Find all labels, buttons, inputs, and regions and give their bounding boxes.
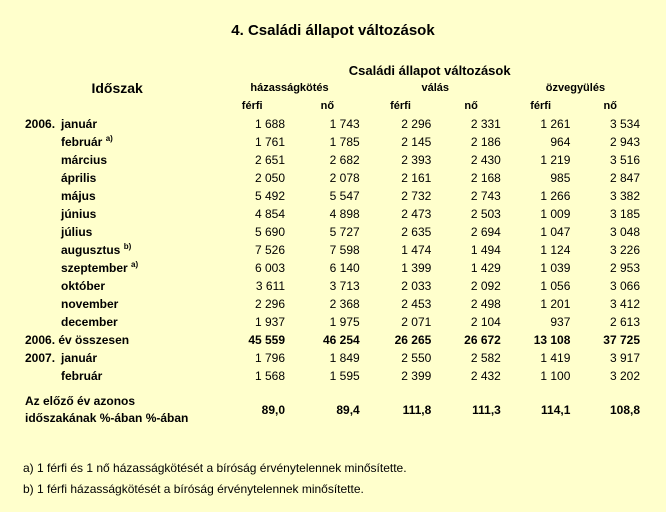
table-row <box>20 151 645 169</box>
female-header: nő <box>603 100 617 112</box>
table-cell: 2 550 <box>401 351 432 365</box>
year-label: 2007. <box>25 351 56 365</box>
marital-status-table <box>20 61 645 427</box>
month-label: október <box>61 279 106 293</box>
table-cell: 37 725 <box>603 333 640 347</box>
footnote-marker: a) <box>105 134 113 143</box>
page-title: 4. Családi állapot változások <box>231 22 435 39</box>
period-cell <box>20 115 214 133</box>
table-cell: 2 368 <box>329 297 360 311</box>
table-cell: 3 382 <box>609 189 640 203</box>
table-cell: 2 498 <box>470 297 501 311</box>
period-cell <box>20 259 214 277</box>
table-cell: 1 975 <box>329 315 360 329</box>
table-row <box>20 277 645 295</box>
footnote-a: a) 1 férfi és 1 nő házasságkötését a bíróság érvénytelennek minősítette. <box>23 461 407 475</box>
table-cell: 3 917 <box>609 351 640 365</box>
table-cell: 1 494 <box>470 243 501 257</box>
table-cell: 1 261 <box>540 117 571 131</box>
period-header: Időszak <box>91 80 143 96</box>
table-cell: 26 672 <box>464 333 501 347</box>
table-cell: 2 399 <box>401 369 432 383</box>
table-cell: 3 202 <box>609 369 640 383</box>
table-row <box>20 295 645 313</box>
table-cell: 114,1 <box>541 403 571 417</box>
female-header: nő <box>464 100 478 112</box>
table-cell: 2 613 <box>609 315 640 329</box>
table-cell: 7 526 <box>255 243 286 257</box>
period-cell <box>20 187 214 205</box>
table-cell: 2 453 <box>401 297 432 311</box>
table-cell: 1 595 <box>329 369 360 383</box>
table-cell: 937 <box>550 315 571 329</box>
table-cell: 13 108 <box>533 333 571 347</box>
table-cell: 2 503 <box>470 207 501 221</box>
table-row <box>20 205 645 223</box>
table-cell: 89,4 <box>336 403 360 417</box>
table-cell: 1 009 <box>540 207 571 221</box>
table-cell: 3 713 <box>329 279 360 293</box>
table-cell: 2 186 <box>470 135 501 149</box>
table-cell: 3 534 <box>609 117 640 131</box>
table-cell: 108,8 <box>609 403 640 417</box>
table-cell: 1 266 <box>540 189 571 203</box>
table-row <box>20 133 645 151</box>
table-cell: 2 078 <box>329 171 360 185</box>
table-cell: 2 847 <box>609 171 640 185</box>
table-row <box>20 313 645 331</box>
table-cell: 2 296 <box>255 297 286 311</box>
table-cell: 1 047 <box>540 225 571 239</box>
female-header: nő <box>320 100 335 112</box>
table-cell: 2 732 <box>401 189 432 203</box>
month-label: január <box>61 117 98 131</box>
table-cell: 2 694 <box>470 225 501 239</box>
month-label: január <box>61 351 98 365</box>
table-row <box>20 115 645 133</box>
month-label: november <box>61 297 119 311</box>
year-label: 2006. <box>25 117 56 131</box>
table-cell: 2 050 <box>255 171 286 185</box>
footnote-marker: a) <box>131 260 139 269</box>
table-cell: 1 201 <box>540 297 571 311</box>
table-row <box>20 187 645 205</box>
comparison-label-line2: időszakának %-ában %-ában <box>25 411 189 425</box>
table-cell: 5 492 <box>255 189 286 203</box>
male-header: férfi <box>530 100 551 112</box>
month-label: augusztus <box>61 243 121 257</box>
table-cell: 1 796 <box>255 351 286 365</box>
table-cell: 1 937 <box>255 315 286 329</box>
table-cell: 3 048 <box>609 225 640 239</box>
footnote-b: b) 1 férfi házasságkötését a bíróság érvénytelennek minősítette. <box>23 482 364 496</box>
table-cell: 2 682 <box>329 153 360 167</box>
table-row <box>20 349 645 367</box>
table-cell: 1 849 <box>329 351 360 365</box>
table-cell: 1 219 <box>540 153 571 167</box>
month-label: június <box>61 207 97 221</box>
table-cell: 1 419 <box>540 351 571 365</box>
month-label: május <box>61 189 96 203</box>
table-cell: 2 168 <box>470 171 501 185</box>
table-cell: 2 651 <box>255 153 286 167</box>
table-cell: 1 039 <box>540 261 571 275</box>
table-cell: 3 066 <box>609 279 640 293</box>
widowhood-header: özvegyülés <box>545 82 606 94</box>
group-header: Családi állapot változások <box>348 62 511 78</box>
table-cell: 3 412 <box>609 297 640 311</box>
table-cell: 5 690 <box>255 225 286 239</box>
table-row <box>20 367 645 385</box>
table-cell: 111,3 <box>472 403 501 417</box>
footnote-marker: b) <box>123 242 132 251</box>
table-cell: 2 296 <box>401 117 432 131</box>
table-cell: 1 568 <box>255 369 286 383</box>
table-cell: 3 516 <box>609 153 640 167</box>
period-cell <box>20 349 214 367</box>
table-cell: 2 033 <box>401 279 432 293</box>
table-cell: 6 140 <box>329 261 360 275</box>
month-label: február <box>61 135 103 149</box>
table-cell: 6 003 <box>255 261 286 275</box>
table-cell: 2 432 <box>470 369 501 383</box>
table-cell: 1 761 <box>255 135 286 149</box>
table-cell: 5 547 <box>329 189 360 203</box>
table-cell: 3 226 <box>609 243 640 257</box>
table-cell: 2 145 <box>401 135 432 149</box>
table-cell: 1 429 <box>470 261 501 275</box>
table-row <box>20 259 645 277</box>
table-cell: 3 185 <box>609 207 640 221</box>
marriage-header: házasságkötés <box>250 82 329 94</box>
table-cell: 1 785 <box>329 135 360 149</box>
table-cell: 1 124 <box>540 243 571 257</box>
table-cell: 1 474 <box>401 243 432 257</box>
table-cell: 2 331 <box>470 117 501 131</box>
period-cell <box>20 313 214 331</box>
table-cell: 1 688 <box>255 117 286 131</box>
table-cell: 2 161 <box>401 171 432 185</box>
month-label: szeptember <box>61 261 128 275</box>
total-label: 2006. év összesen <box>25 333 130 347</box>
table-cell: 964 <box>550 135 571 149</box>
period-cell <box>20 367 214 385</box>
period-cell <box>20 151 214 169</box>
table-cell: 2 953 <box>609 261 640 275</box>
period-cell <box>20 133 214 151</box>
male-header: férfi <box>241 100 263 112</box>
divorce-header: válás <box>421 82 450 94</box>
comparison-label-line1: Az előző év azonos <box>25 394 136 408</box>
table-cell: 45 559 <box>248 333 286 347</box>
comparison-label <box>20 393 214 427</box>
table-row <box>20 169 645 187</box>
table-cell: 4 898 <box>329 207 360 221</box>
table-cell: 2 943 <box>609 135 640 149</box>
period-cell <box>20 241 214 259</box>
table-cell: 2 635 <box>401 225 432 239</box>
table-cell: 26 265 <box>394 333 432 347</box>
table-cell: 1 399 <box>401 261 432 275</box>
table-cell: 2 430 <box>470 153 501 167</box>
table-cell: 2 743 <box>470 189 501 203</box>
table-cell: 89,0 <box>261 403 286 417</box>
table-cell: 2 071 <box>401 315 432 329</box>
month-label: február <box>61 369 103 383</box>
table-cell: 111,8 <box>402 403 432 417</box>
month-label: július <box>61 225 93 239</box>
table-cell: 2 473 <box>401 207 432 221</box>
month-label: április <box>61 171 97 185</box>
period-cell <box>20 169 214 187</box>
table-cell: 4 854 <box>255 207 286 221</box>
table-cell: 7 598 <box>329 243 360 257</box>
period-cell <box>20 205 214 223</box>
period-cell <box>20 295 214 313</box>
table-cell: 2 104 <box>470 315 501 329</box>
table-cell: 2 092 <box>470 279 501 293</box>
table-row <box>20 223 645 241</box>
table-row <box>20 241 645 259</box>
male-header: férfi <box>390 100 411 112</box>
period-cell <box>20 277 214 295</box>
table-cell: 1 100 <box>540 369 571 383</box>
table-cell: 2 582 <box>470 351 501 365</box>
table-cell: 1 743 <box>329 117 360 131</box>
table-cell: 2 393 <box>401 153 432 167</box>
table-cell: 46 254 <box>323 333 360 347</box>
table-cell: 1 056 <box>540 279 571 293</box>
period-cell <box>20 223 214 241</box>
month-label: március <box>61 153 108 167</box>
table-cell: 985 <box>550 171 571 185</box>
table-cell: 3 611 <box>255 279 286 293</box>
month-label: december <box>61 315 118 329</box>
table-cell: 5 727 <box>329 225 360 239</box>
